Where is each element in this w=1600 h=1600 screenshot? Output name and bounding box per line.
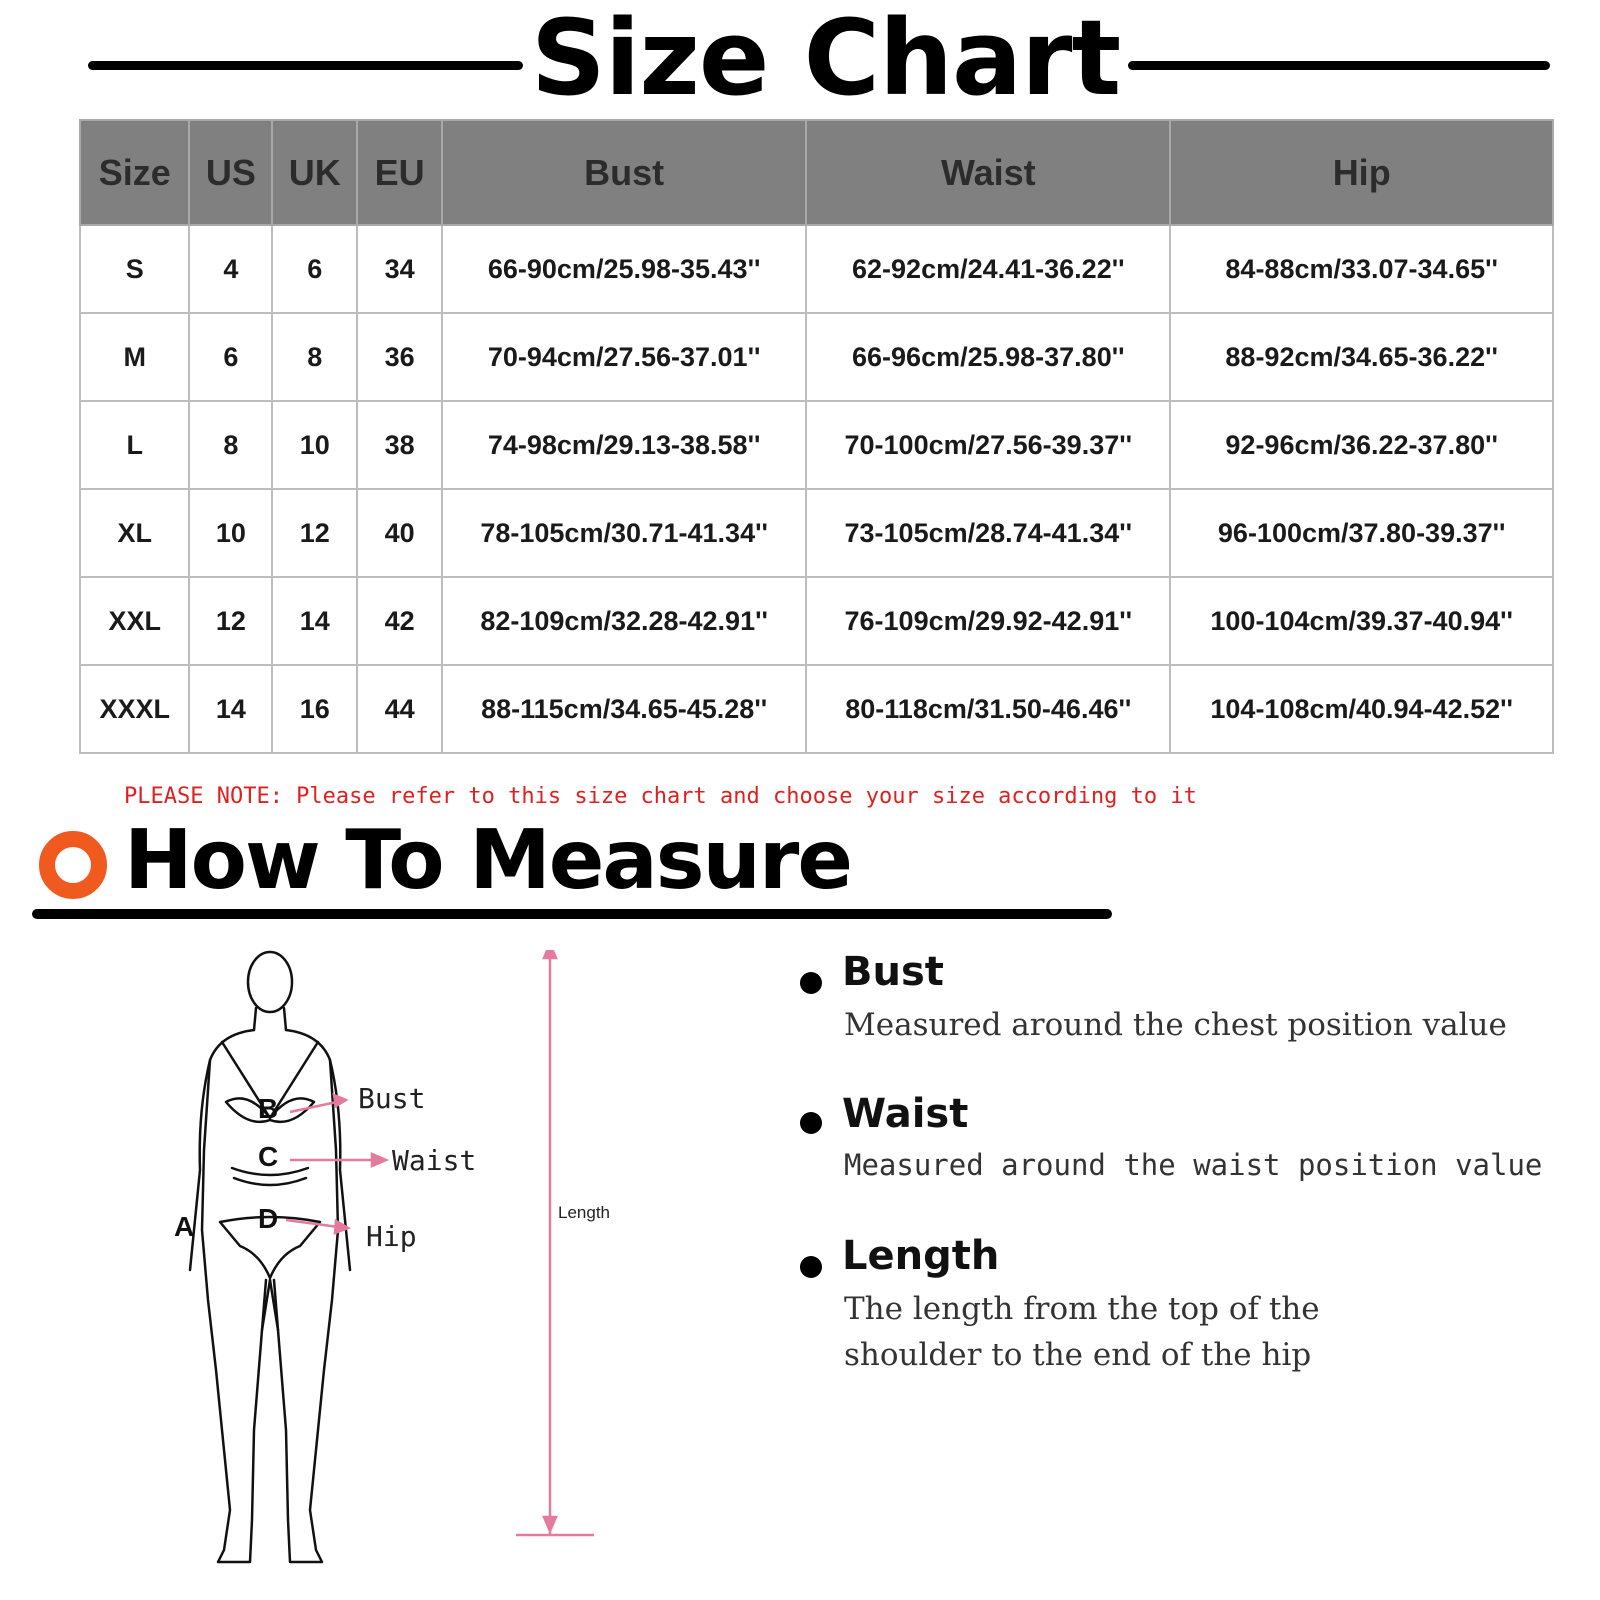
- table-cell: 8: [272, 313, 357, 401]
- table-cell: 74-98cm/29.13-38.58'': [442, 401, 806, 489]
- table-cell: 12: [272, 489, 357, 577]
- table-cell: 8: [189, 401, 272, 489]
- table-cell: 82-109cm/32.28-42.91'': [442, 577, 806, 665]
- label-waist: Waist: [392, 1144, 477, 1177]
- column-header: US: [189, 120, 272, 225]
- table-row: [80, 401, 1553, 489]
- table-cell: XXL: [80, 577, 189, 665]
- table-cell: 92-96cm/36.22-37.80'': [1170, 401, 1553, 489]
- table-cell: 88-115cm/34.65-45.28'': [442, 665, 806, 753]
- measure-item-title: Bust: [842, 949, 944, 995]
- label-hip: Hip: [366, 1220, 417, 1253]
- table-cell: XXXL: [80, 665, 189, 753]
- measure-item-text: Measured around the waist position value: [844, 1148, 1543, 1182]
- column-header: Hip: [1170, 120, 1553, 225]
- table-cell: L: [80, 401, 189, 489]
- table-row: [80, 489, 1553, 577]
- table-row: [80, 665, 1553, 753]
- table-cell: M: [80, 313, 189, 401]
- table-header-row: [80, 120, 1553, 225]
- table-cell: 66-96cm/25.98-37.80'': [806, 313, 1170, 401]
- table-cell: S: [80, 225, 189, 313]
- table-cell: 84-88cm/33.07-34.65'': [1170, 225, 1553, 313]
- table-row: [80, 577, 1553, 665]
- table-cell: 38: [357, 401, 442, 489]
- table-cell: 42: [357, 577, 442, 665]
- table-cell: 10: [272, 401, 357, 489]
- orange-ring-icon: [38, 830, 108, 900]
- size-note: PLEASE NOTE: Please refer to this size chart and choose your size according to it: [124, 784, 1197, 809]
- column-header: Bust: [442, 120, 806, 225]
- bullet-icon: [800, 1256, 822, 1278]
- letter-b: B: [258, 1093, 279, 1124]
- table-cell: 88-92cm/34.65-36.22'': [1170, 313, 1553, 401]
- table-row: [80, 225, 1553, 313]
- table-cell: 36: [357, 313, 442, 401]
- letter-d: D: [258, 1203, 279, 1234]
- table-cell: 34: [357, 225, 442, 313]
- table-cell: 14: [272, 577, 357, 665]
- measure-item-title: Length: [842, 1233, 1000, 1279]
- table-row: [80, 313, 1553, 401]
- table-cell: 10: [189, 489, 272, 577]
- letter-c: C: [258, 1141, 279, 1172]
- column-header: EU: [357, 120, 442, 225]
- table-cell: 62-92cm/24.41-36.22'': [806, 225, 1170, 313]
- label-length: Length: [558, 1203, 610, 1222]
- table-cell: 100-104cm/39.37-40.94'': [1170, 577, 1553, 665]
- table-cell: 70-94cm/27.56-37.01'': [442, 313, 806, 401]
- bullet-icon: [800, 972, 822, 994]
- table-cell: XL: [80, 489, 189, 577]
- table-cell: 4: [189, 225, 272, 313]
- letter-a: A: [174, 1211, 195, 1242]
- page-title: Size Chart: [530, 0, 1121, 119]
- table-cell: 6: [189, 313, 272, 401]
- measure-item-title: Waist: [842, 1091, 969, 1137]
- table-cell: 66-90cm/25.98-35.43'': [442, 225, 806, 313]
- table-cell: 70-100cm/27.56-39.37'': [806, 401, 1170, 489]
- measure-item-text: Measured around the chest position value: [844, 1007, 1507, 1043]
- column-header: UK: [272, 120, 357, 225]
- label-bust: Bust: [358, 1082, 426, 1115]
- table-cell: 76-109cm/29.92-42.91'': [806, 577, 1170, 665]
- measure-item-text: The length from the top of the shoulder to the end of the hip: [844, 1291, 1320, 1373]
- table-cell: 73-105cm/28.74-41.34'': [806, 489, 1170, 577]
- how-to-measure-title: How To Measure: [124, 813, 851, 908]
- title-rule-right: [1128, 61, 1550, 70]
- size-chart-header: [0, 0, 1600, 118]
- table-cell: 14: [189, 665, 272, 753]
- table-cell: 80-118cm/31.50-46.46'': [806, 665, 1170, 753]
- table-cell: 104-108cm/40.94-42.52'': [1170, 665, 1553, 753]
- table-cell: 96-100cm/37.80-39.37'': [1170, 489, 1553, 577]
- bullet-icon: [800, 1112, 822, 1134]
- table-cell: 44: [357, 665, 442, 753]
- title-rule-left: [88, 61, 523, 70]
- column-header: Size: [80, 120, 189, 225]
- body-measure-figure: [150, 950, 650, 1590]
- how-to-measure-rule: [32, 909, 1112, 919]
- size-table: [79, 119, 1554, 754]
- table-cell: 40: [357, 489, 442, 577]
- table-cell: 12: [189, 577, 272, 665]
- table-cell: 6: [272, 225, 357, 313]
- table-cell: 78-105cm/30.71-41.34'': [442, 489, 806, 577]
- column-header: Waist: [806, 120, 1170, 225]
- table-cell: 16: [272, 665, 357, 753]
